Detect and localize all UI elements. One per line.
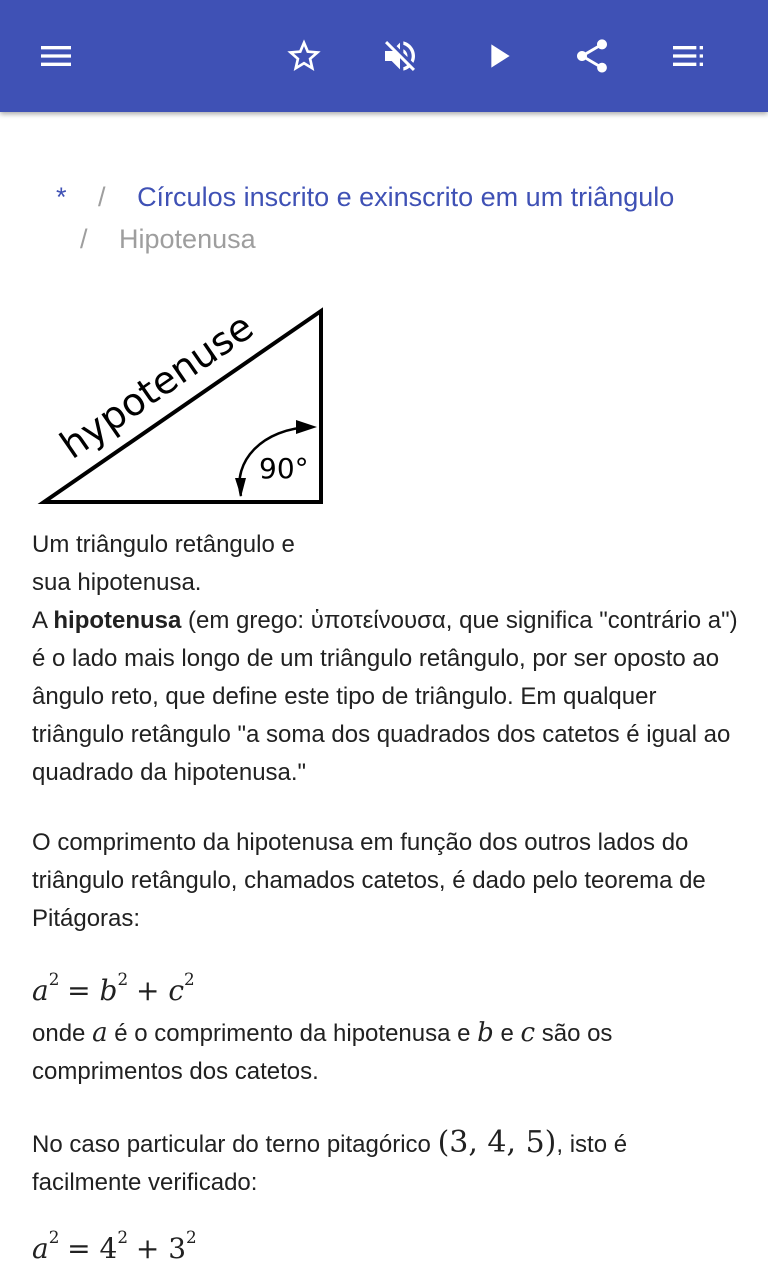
- angle-arrowhead-right: [296, 420, 317, 434]
- play-button[interactable]: [470, 28, 526, 84]
- text: é o comprimento da hipotenusa e: [107, 1020, 478, 1047]
- breadcrumb-home-link[interactable]: *: [56, 182, 67, 212]
- pythagorean-equation: $a^2 = b^2 + c^2$: [32, 968, 195, 1007]
- math-var: a: [32, 1232, 49, 1265]
- figure-caption: [32, 526, 332, 602]
- breadcrumb-separator: /: [98, 182, 106, 212]
- favorite-button[interactable]: [276, 28, 332, 84]
- article-paragraph-4: [32, 1124, 742, 1202]
- article-paragraph-2: O comprimento da hipotenusa em função dos outros lados do triângulo retângulo, chamados catetos, é dado pelo teorema de Pitágoras:: [32, 829, 706, 932]
- math-number: 4: [99, 1232, 118, 1265]
- math-exp: 2: [117, 1226, 129, 1247]
- angle-arrowhead-down: [235, 478, 246, 497]
- text: No caso particular do terno pitagórico: [32, 1131, 438, 1158]
- hypotenuse-label: hypotenuse: [52, 304, 262, 468]
- math-exp: 2: [48, 968, 60, 989]
- math-var: b: [477, 1018, 494, 1048]
- math-var: a: [92, 1018, 108, 1048]
- article-paragraph-3: [32, 1014, 742, 1091]
- angle-label: 90°: [259, 452, 309, 485]
- share-button[interactable]: [564, 28, 620, 84]
- math-var: b: [99, 974, 118, 1007]
- example-equation: $a^2 = 4^2 + 3^2$: [32, 1226, 197, 1265]
- text: onde: [32, 1020, 93, 1047]
- menu-button[interactable]: [28, 28, 84, 84]
- math-number: 3: [168, 1232, 187, 1265]
- text: A: [32, 607, 54, 634]
- mute-button[interactable]: [372, 28, 428, 84]
- math-triple: (3, 4, 5): [437, 1125, 557, 1160]
- text: (em grego: ὑποτείνουσα, que significa "contrário a") é o lado mais longo de um triângulo retângulo, por ser oposto ao ângulo reto, que define este tipo de triângulo. Em qualquer triângulo retângulo "a soma dos quadrados dos catetos é igual ao quadrado da hipotenusa.": [32, 607, 738, 786]
- text: e: [493, 1020, 521, 1047]
- math-exp: 2: [184, 968, 195, 989]
- article-paragraph-1: [32, 602, 742, 792]
- math-exp: 2: [117, 968, 129, 989]
- breadcrumb-current: Hipotenusa: [119, 224, 256, 254]
- breadcrumb-parent-link[interactable]: Círculos inscrito e exinscrito em um triângulo: [137, 182, 675, 212]
- math-var: c: [520, 1018, 536, 1048]
- star-icon: [284, 36, 324, 76]
- menu-icon: [36, 36, 76, 76]
- volume-off-icon: [380, 36, 420, 76]
- text: são os comprimentos dos catetos.: [32, 1020, 613, 1085]
- text: , isto é facilmente verificado:: [32, 1131, 628, 1196]
- playlist-icon: [668, 36, 708, 76]
- math-exp: 2: [186, 1226, 197, 1247]
- hypotenuse-diagram: [32, 300, 332, 512]
- math-var: c: [168, 974, 185, 1007]
- term-bold: hipotenusa: [53, 607, 182, 634]
- app-bar: [0, 0, 768, 112]
- math-var: a: [32, 974, 49, 1007]
- caption-line: sua hipotenusa.: [32, 569, 202, 596]
- play-icon: [478, 36, 518, 76]
- breadcrumb-separator: /: [80, 224, 88, 254]
- table-of-contents-button[interactable]: [660, 28, 716, 84]
- share-icon: [572, 36, 612, 76]
- math-exp: 2: [48, 1226, 60, 1247]
- caption-line: Um triângulo retângulo e: [32, 531, 295, 558]
